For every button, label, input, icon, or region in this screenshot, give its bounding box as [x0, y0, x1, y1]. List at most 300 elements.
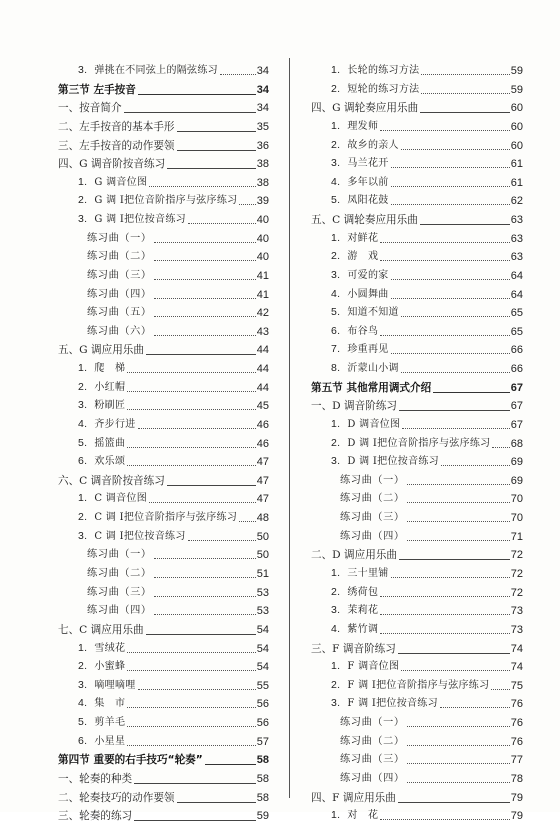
toc-entry-text: 珍重再见: [347, 344, 389, 356]
toc-entry-title: [58, 155, 165, 173]
toc-page-number: 67: [510, 418, 523, 431]
toc-entry-title: [331, 415, 400, 434]
toc-page-number: 72: [510, 586, 523, 599]
toc-entry-text: 嘀哩嘀哩: [94, 679, 136, 691]
toc-entry: [58, 99, 269, 117]
toc-entry-title: [78, 61, 218, 80]
dot-leader: [154, 557, 256, 559]
dot-leader: [491, 688, 509, 690]
toc-entry-text: 练习曲（三）: [340, 512, 405, 524]
toc-entry-number: 4.: [331, 622, 341, 635]
dot-leader: [167, 484, 256, 486]
dot-leader: [205, 763, 256, 765]
toc-entry-text: 对 花: [347, 810, 379, 822]
toc-page-number: 60: [510, 139, 523, 152]
toc-entry-text: 小红帽: [94, 381, 126, 393]
toc-entry-text: G 调 Ⅰ把位按音练习: [94, 214, 186, 226]
toc-entry: [311, 640, 523, 658]
toc-entry: [331, 267, 523, 285]
toc-page-number: 38: [256, 176, 269, 189]
toc-entry-title: [340, 528, 405, 546]
toc-entry-title: [87, 286, 152, 304]
dot-leader: [407, 744, 510, 746]
toc-entry: [331, 118, 523, 136]
toc-entry-title: [87, 584, 152, 602]
toc-entry-number: 5.: [331, 194, 341, 207]
dot-leader: [154, 297, 256, 299]
toc-entry: [311, 789, 523, 807]
toc-entry: [87, 230, 269, 248]
toc-page-number: 75: [510, 679, 523, 692]
dot-leader: [149, 185, 255, 187]
toc-entry-title: [78, 359, 125, 378]
toc-entry-text: D 调音位图: [347, 418, 401, 430]
toc-entry-text: 练习曲（三）: [340, 754, 405, 766]
toc-entry-text: 练习曲（二）: [340, 493, 405, 505]
dot-leader: [154, 259, 256, 261]
toc-entry-title: [311, 640, 396, 658]
dot-leader: [127, 390, 255, 392]
toc-entry-number: 1.: [331, 231, 341, 244]
dot-leader: [391, 203, 510, 205]
toc-entry-number: 3.: [78, 678, 88, 691]
toc-entry: [331, 807, 523, 825]
dot-leader: [421, 73, 509, 75]
dot-leader: [391, 297, 510, 299]
toc-entry: [331, 435, 523, 453]
toc-entry: [87, 267, 269, 285]
toc-entry: [58, 621, 269, 639]
toc-page-number: 79: [510, 810, 523, 823]
toc-entry: [331, 155, 523, 173]
toc-entry-number: 1.: [331, 809, 341, 822]
toc-entry-title: [311, 789, 396, 807]
toc-entry-text: 第三节 左手按音: [58, 83, 136, 96]
toc-entry: [78, 435, 269, 453]
toc-page-number: 50: [256, 530, 269, 543]
toc-entry-number: 1.: [331, 660, 341, 673]
toc-entry-number: 2.: [78, 511, 88, 524]
toc-entry-number: 4.: [78, 417, 88, 430]
toc-page-number: 41: [256, 269, 269, 282]
toc-page-number: 63: [510, 232, 523, 245]
toc-page-number: 43: [256, 325, 269, 338]
toc-entry-title: [311, 379, 431, 397]
toc-entry: [87, 248, 269, 266]
toc-page-number: 69: [510, 456, 523, 469]
toc-entry: [311, 397, 523, 415]
dot-leader: [391, 185, 510, 187]
toc-entry-text: 沂蒙山小调: [347, 363, 399, 375]
toc-entry: [331, 304, 523, 322]
toc-entry-number: 2.: [331, 82, 341, 95]
dot-leader: [398, 652, 510, 654]
dot-leader: [407, 539, 510, 541]
toc-entry-title: [58, 789, 175, 807]
toc-entry-text: 二、左手按音的基本手形: [58, 120, 175, 133]
toc-entry-number: 1.: [331, 64, 341, 76]
toc-page-number: 53: [256, 605, 269, 618]
toc-entry: [340, 733, 523, 751]
toc-page-number: 69: [510, 474, 523, 487]
toc-page-number: 63: [510, 214, 523, 227]
toc-page-number: 34: [256, 102, 269, 115]
toc-entry-title: [331, 340, 389, 359]
toc-entry-title: [58, 341, 144, 359]
toc-page-number: 39: [256, 195, 269, 208]
toc-entry-title: [340, 751, 405, 769]
toc-entry-number: 4.: [78, 697, 88, 710]
toc-entry: [340, 528, 523, 546]
dot-leader: [127, 706, 255, 708]
toc-entry-number: 3.: [78, 213, 88, 226]
toc-entry: [78, 509, 269, 527]
toc-entry-title: [331, 452, 439, 471]
toc-page-number: 65: [510, 325, 523, 338]
toc-entry: [331, 248, 523, 266]
toc-entry-text: 二、轮奏技巧的动作要领: [58, 791, 175, 804]
toc-entry: [331, 286, 523, 304]
toc-entry-text: 小圆舞曲: [347, 288, 389, 300]
toc-entry-text: 茉莉花: [347, 605, 379, 617]
toc-entry: [87, 602, 269, 620]
toc-entry-title: [331, 601, 378, 620]
dot-leader: [154, 334, 256, 336]
dot-leader: [146, 353, 256, 355]
column-divider: [289, 58, 290, 798]
toc-entry-text: 游 戏: [347, 251, 379, 263]
toc-entry-title: [78, 415, 136, 434]
dot-leader: [124, 111, 256, 113]
dot-leader: [220, 73, 256, 75]
toc-entry-text: 小星星: [94, 735, 126, 747]
toc-page-number: 58: [256, 754, 269, 767]
toc-entry: [331, 323, 523, 341]
toc-entry-text: 长轮的练习方法: [347, 65, 420, 76]
toc-page-number: 70: [510, 512, 523, 525]
toc-entry-text: 对鲜花: [347, 232, 379, 244]
toc-entry-text: 练习曲（三）: [87, 586, 152, 598]
toc-entry-number: 3.: [78, 399, 88, 412]
dot-leader: [399, 409, 510, 411]
toc-entry: [58, 341, 269, 359]
toc-entry-text: 一、按音简介: [58, 102, 122, 115]
toc-entry: [311, 99, 523, 117]
toc-entry-number: 2.: [78, 660, 88, 673]
toc-page-number: 67: [510, 400, 523, 413]
toc-entry-title: [311, 99, 418, 117]
toc-entry-number: 6.: [78, 734, 88, 747]
toc-entry-title: [58, 472, 165, 490]
toc-entry: [78, 528, 269, 546]
toc-page-number: 41: [256, 288, 269, 301]
dot-leader: [134, 782, 256, 784]
toc-entry: [340, 472, 523, 490]
toc-entry-text: 凤阳花鼓: [347, 195, 389, 207]
toc-page-number: 66: [510, 363, 523, 376]
toc-page-number: 54: [256, 642, 269, 655]
dot-leader: [154, 278, 256, 280]
toc-entry-title: [331, 285, 389, 304]
dot-leader: [127, 446, 255, 448]
toc-entry: [331, 137, 523, 155]
dot-leader: [127, 371, 255, 373]
toc-entry: [58, 807, 269, 825]
toc-entry-number: 2.: [331, 678, 341, 691]
toc-page-number: 50: [256, 549, 269, 562]
toc-page-number: 73: [510, 623, 523, 636]
toc-entry-title: [78, 396, 125, 415]
dot-leader: [177, 130, 256, 132]
toc-entry-text: D 调 Ⅰ把位按音练习: [347, 456, 439, 468]
toc-page-number: 64: [510, 288, 523, 301]
toc-entry-text: F 调 Ⅰ把位按音练习: [347, 698, 438, 710]
toc-entry-title: [331, 117, 378, 136]
toc-entry: [331, 81, 523, 99]
toc-entry-text: F 调 Ⅰ把位音阶指序与弦序练习: [347, 679, 490, 691]
toc-entry: [78, 490, 269, 508]
dot-leader: [177, 801, 256, 803]
toc-entry-title: [87, 248, 152, 266]
toc-page-number: 35: [256, 120, 269, 133]
dot-leader: [177, 149, 256, 151]
dot-leader: [167, 167, 256, 169]
dot-leader: [127, 651, 255, 653]
dot-leader: [127, 725, 255, 727]
toc-entry-number: 1.: [78, 175, 88, 188]
toc-page-number: 76: [510, 717, 523, 730]
toc-entry-title: [331, 676, 489, 695]
toc-entry-text: 四、G 调轮奏应用乐曲: [311, 102, 419, 115]
toc-entry-text: 练习曲（五）: [87, 307, 152, 319]
dot-leader: [407, 762, 510, 764]
toc-entry-number: 5.: [331, 306, 341, 319]
dot-leader: [149, 501, 256, 503]
dot-leader: [391, 576, 510, 578]
toc-page-number: 68: [510, 437, 523, 450]
toc-page-number: 67: [510, 381, 523, 394]
dot-leader: [407, 520, 510, 522]
toc-page-number: 63: [510, 251, 523, 264]
toc-page-number: 64: [510, 269, 523, 282]
toc-entry-text: 紫竹调: [347, 623, 379, 635]
toc-entry: [58, 137, 269, 155]
toc-entry: [87, 584, 269, 602]
toc-entry-title: [87, 565, 152, 583]
dot-leader: [138, 688, 256, 690]
toc-page-number: 66: [510, 344, 523, 357]
toc-entry-text: 故乡的亲人: [347, 139, 399, 151]
toc-entry-title: [87, 267, 152, 285]
toc-entry-number: 1.: [331, 567, 341, 579]
toc-entry-text: 欢乐颂: [94, 456, 126, 468]
toc-entry-title: [58, 807, 132, 825]
toc-entry-title: [87, 546, 152, 564]
toc-section-heading: [58, 751, 269, 769]
toc-entry: [331, 192, 523, 210]
dot-leader: [391, 352, 510, 354]
toc-page-number: 47: [256, 456, 269, 469]
toc-entry-number: 2.: [331, 138, 341, 151]
toc-entry: [340, 714, 523, 732]
dot-leader: [127, 744, 255, 746]
toc-entry-title: [78, 191, 237, 210]
toc-entry: [340, 509, 523, 527]
toc-entry-number: 5.: [78, 436, 88, 449]
toc-entry: [78, 677, 269, 695]
toc-entry-title: [340, 770, 405, 788]
toc-entry: [78, 733, 269, 751]
toc-entry-title: [58, 81, 136, 99]
toc-entry: [311, 546, 523, 564]
toc-entry-text: 布谷鸟: [347, 325, 379, 337]
toc-entry: [78, 379, 269, 397]
toc-entry-text: 多年以前: [347, 176, 389, 188]
toc-entry: [87, 323, 269, 341]
dot-leader: [154, 576, 256, 578]
toc-entry: [58, 155, 269, 173]
toc-entry-title: [87, 304, 152, 322]
toc-page-number: 44: [256, 363, 269, 376]
toc-page-number: 44: [256, 344, 269, 357]
dot-leader: [407, 483, 510, 485]
toc-entry-number: 3.: [78, 64, 88, 76]
dot-leader: [380, 632, 509, 634]
toc-entry-number: 1.: [331, 417, 341, 430]
toc-entry-title: [78, 173, 147, 192]
toc-entry-title: [331, 80, 419, 99]
toc-entry-text: 练习曲（一）: [87, 549, 152, 561]
toc-entry-number: 6.: [331, 324, 341, 337]
toc-page-number: 46: [256, 437, 269, 450]
toc-entry-number: 3.: [331, 604, 341, 617]
dot-leader: [134, 819, 256, 821]
toc-page-number: 40: [256, 214, 269, 227]
toc-entry-title: [311, 211, 418, 229]
toc-page-number: 59: [256, 810, 269, 823]
toc-entry-number: 8.: [331, 362, 341, 375]
toc-entry: [331, 453, 523, 471]
toc-entry: [78, 658, 269, 676]
toc-entry-text: 集 市: [94, 698, 126, 710]
toc-entry-title: [78, 694, 125, 713]
toc-entry-text: 弹挑在不同弦上的隔弦练习: [94, 65, 218, 76]
toc-entry: [78, 211, 269, 229]
toc-entry-text: 练习曲（二）: [87, 568, 152, 579]
toc-entry: [331, 677, 523, 695]
toc-entry: [340, 751, 523, 769]
toc-entry-title: [331, 303, 399, 322]
toc-entry-text: 练习曲（二）: [340, 735, 405, 747]
dot-leader: [391, 166, 510, 168]
dot-leader: [441, 464, 510, 466]
dot-leader: [127, 669, 255, 671]
toc-entry: [87, 565, 269, 583]
toc-page-number: 72: [510, 549, 523, 562]
toc-entry-title: [58, 99, 122, 117]
toc-page-number: 79: [510, 791, 523, 804]
toc-page-number: 40: [256, 251, 269, 264]
toc-entry: [340, 770, 523, 788]
toc-page-number: 60: [510, 120, 523, 133]
dot-leader: [188, 222, 256, 224]
dot-leader: [154, 241, 256, 243]
toc-entry-text: 练习曲（一）: [87, 232, 152, 244]
toc-entry-text: 一、D 调音阶练习: [311, 400, 398, 413]
toc-entry-text: 短轮的练习方法: [347, 83, 420, 95]
toc-entry-title: [331, 136, 399, 155]
dot-leader: [138, 427, 256, 429]
toc-entry-title: [331, 154, 389, 173]
toc-page-number: 76: [510, 698, 523, 711]
toc-entry-text: 练习曲（三）: [87, 269, 152, 281]
toc-entry-number: 4.: [331, 175, 341, 188]
toc-entry-text: 第五节 其他常用调式介绍: [311, 381, 432, 394]
toc-entry: [331, 658, 523, 676]
toc-entry: [58, 789, 269, 807]
toc-page-number: 61: [510, 176, 523, 189]
toc-page-number: 70: [510, 493, 523, 506]
toc-entry-number: 4.: [331, 287, 341, 300]
toc-entry-title: [78, 210, 186, 229]
toc-page-number: 34: [256, 83, 269, 96]
toc-entry-text: 爬 梯: [94, 363, 126, 375]
toc-entry-text: G 调音位图: [94, 176, 148, 188]
dot-leader: [239, 203, 255, 205]
toc-entry-text: 第四节 重要的右手技巧“轮奏”: [58, 754, 203, 767]
toc-entry-number: 3.: [331, 268, 341, 281]
toc-entry-title: [331, 266, 389, 285]
toc-page-number: 59: [510, 65, 523, 77]
dot-leader: [407, 501, 510, 503]
toc-page-number: 55: [256, 679, 269, 692]
toc-entry-text: 练习曲（四）: [340, 530, 405, 542]
dot-leader: [407, 781, 510, 783]
toc-entry: [78, 62, 269, 80]
dot-leader: [380, 259, 509, 261]
dot-leader: [492, 446, 509, 448]
toc-page-number: 57: [256, 735, 269, 748]
toc-page-number: 78: [510, 772, 523, 785]
dot-leader: [398, 801, 510, 803]
toc-entry-number: 2.: [331, 436, 341, 449]
toc-entry-number: 2.: [331, 250, 341, 263]
toc-entry-title: [340, 714, 405, 732]
toc-entry-text: 练习曲（四）: [87, 288, 152, 300]
toc-entry-title: [331, 191, 389, 210]
toc-entry-title: [340, 490, 405, 508]
toc-entry-text: 马兰花开: [347, 158, 389, 170]
dot-leader: [407, 725, 510, 727]
toc-entry: [331, 565, 523, 583]
toc-entry: [78, 174, 269, 192]
toc-entry-text: 练习曲（四）: [87, 605, 152, 617]
toc-entry: [87, 546, 269, 564]
toc-entry: [331, 621, 523, 639]
toc-entry: [87, 286, 269, 304]
dot-leader: [380, 129, 509, 131]
toc-entry-text: 五、C 调轮奏应用乐曲: [311, 214, 418, 227]
toc-entry: [331, 62, 523, 80]
toc-page-number: 77: [510, 754, 523, 767]
toc-entry-title: [87, 602, 152, 620]
toc-entry-text: 三、左手按音的动作要领: [58, 139, 175, 152]
dot-leader: [401, 371, 510, 373]
toc-entry-text: 练习曲（四）: [340, 772, 405, 784]
toc-entry-title: [331, 564, 389, 583]
toc-entry-text: 粉刷匠: [94, 400, 126, 412]
toc-entry-text: 七、C 调应用乐曲: [58, 623, 144, 636]
